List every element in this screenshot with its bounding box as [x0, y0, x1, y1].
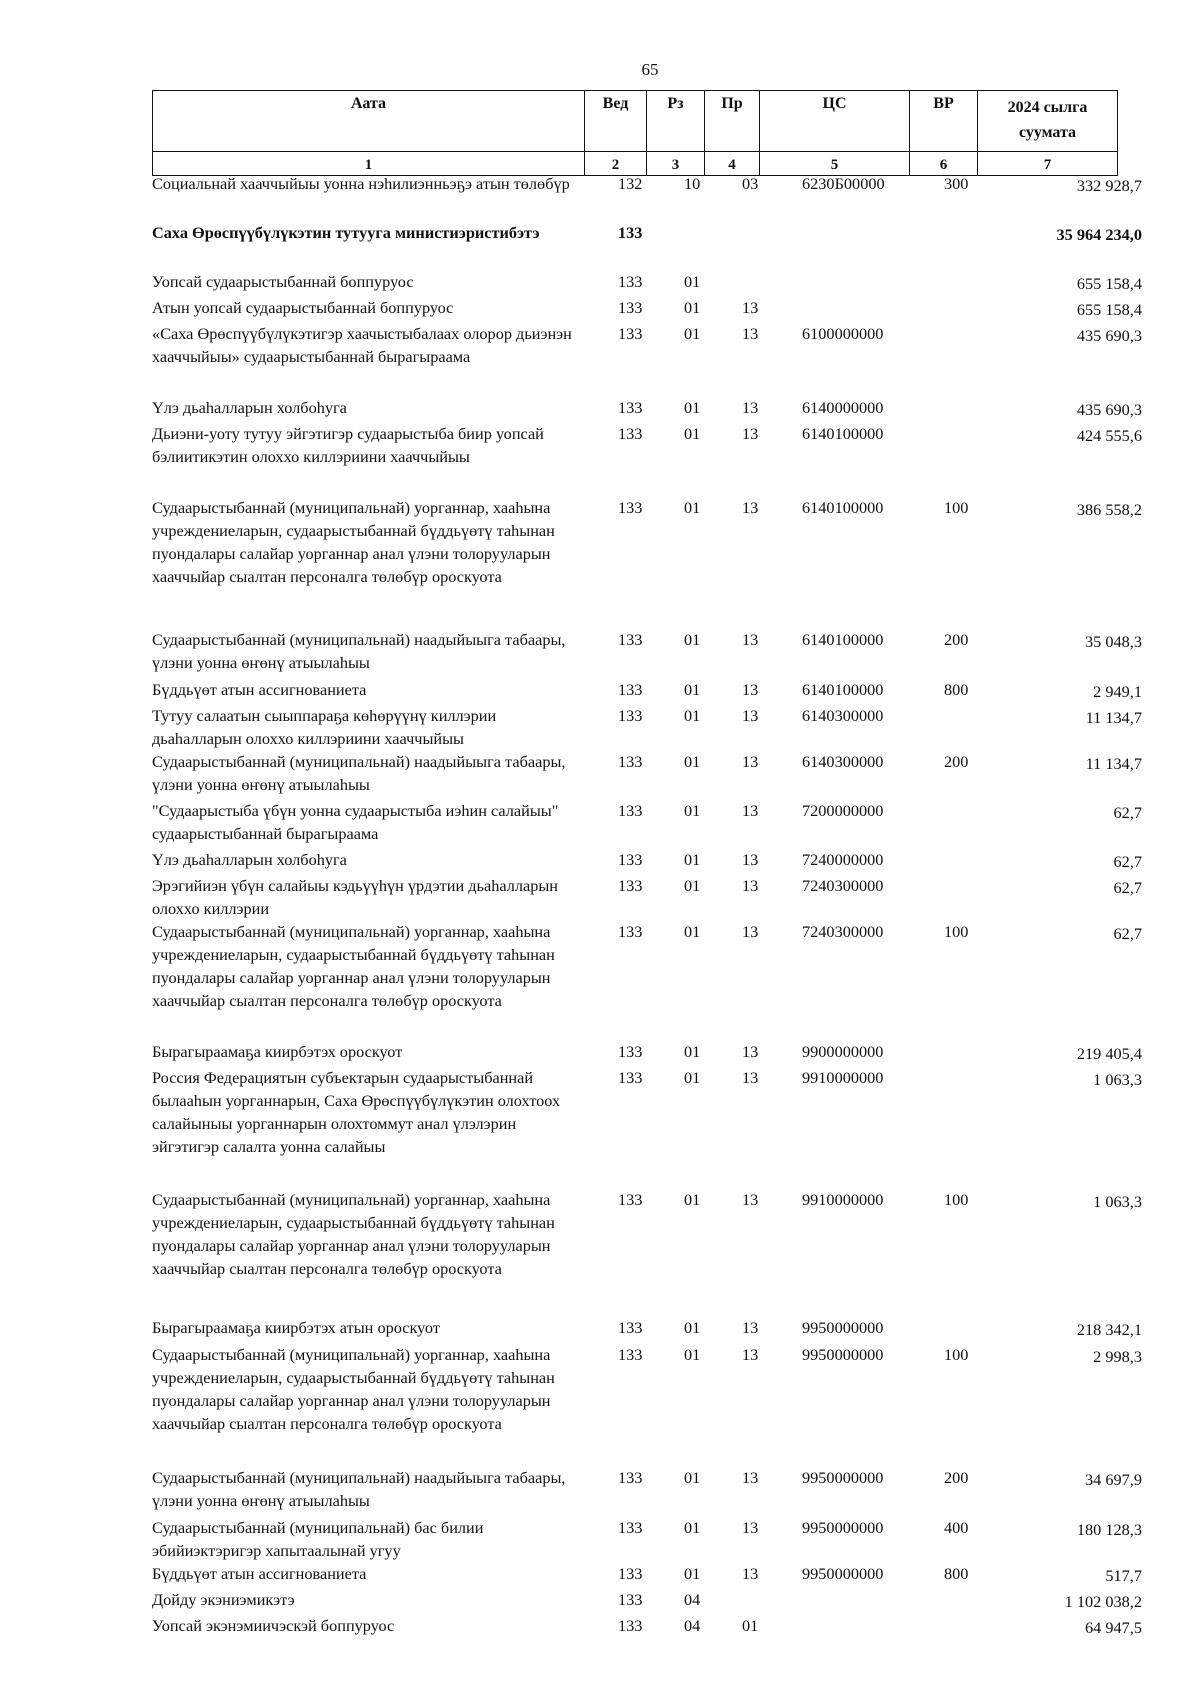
row-vr: 800 [944, 1564, 969, 1583]
row-cs: 7200000000 [802, 801, 884, 820]
row-vr: 200 [944, 752, 969, 771]
row-rz: 01 [684, 706, 701, 725]
row-ved: 133 [618, 630, 643, 649]
row-ved: 133 [618, 706, 643, 725]
row-name: Бырагыраамаҕа киирбэтэх атын ороскуот [152, 1318, 440, 1337]
row-pr: 13 [742, 298, 759, 317]
row-cs: 9950000000 [802, 1468, 884, 1487]
row-amount: 35 048,3 [1085, 632, 1142, 651]
row-rz: 04 [684, 1590, 701, 1609]
row-rz: 01 [684, 801, 701, 820]
row-ved: 133 [618, 1590, 643, 1609]
row-amount: 62,7 [1113, 878, 1142, 897]
row-pr: 13 [742, 752, 759, 771]
header-name: Аата [153, 91, 585, 152]
header-rz: Рз [647, 91, 705, 152]
row-cs: 6140300000 [802, 706, 884, 725]
row-rz: 01 [684, 1068, 701, 1087]
row-name: Бүддьүөт атын ассигнованиета [152, 1564, 367, 1583]
row-ved: 133 [618, 1068, 643, 1087]
row-pr: 01 [742, 1616, 759, 1635]
header-amount: 2024 сылга суумата [978, 91, 1118, 152]
row-name: Уопсай экэнэмиичэскэй боппуруос [152, 1616, 395, 1635]
row-rz: 01 [684, 298, 701, 317]
row-ved: 133 [618, 801, 643, 820]
row-pr: 13 [742, 1518, 759, 1537]
row-pr: 13 [742, 1318, 759, 1337]
row-vr: 400 [944, 1518, 969, 1537]
row-cs: 9950000000 [802, 1345, 884, 1364]
row-cs: 9950000000 [802, 1564, 884, 1583]
row-cs: 6140000000 [802, 398, 884, 417]
row-cs: 9910000000 [802, 1190, 884, 1209]
row-amount: 219 405,4 [1076, 1044, 1142, 1063]
row-amount: 424 555,6 [1076, 426, 1142, 445]
row-cs: 9950000000 [802, 1318, 884, 1337]
row-ved: 133 [618, 1042, 643, 1061]
row-cs: 6140100000 [802, 680, 884, 699]
row-rz: 01 [684, 1468, 701, 1487]
row-amount: 62,7 [1113, 924, 1142, 943]
row-pr: 13 [742, 424, 759, 443]
row-pr: 13 [742, 498, 759, 517]
row-ved: 133 [618, 272, 643, 291]
row-amount: 64 947,5 [1085, 1618, 1142, 1637]
row-amount: 218 342,1 [1076, 1320, 1142, 1339]
page-number: 65 [641, 60, 659, 79]
row-cs: 6100000000 [802, 324, 884, 343]
row-name: Судаарыстыбаннай (муниципальнай) уорганнар, хааһына учреждениеларын, судаарыстыбаннай бүддьүөтү таһынан пуондалары салайар уорганнар анал үлэни толорууларын хааччыйар сыалтан персоналга төлөбүр ороскуота [152, 922, 555, 1010]
row-amount: 1 063,3 [1093, 1192, 1142, 1211]
row-pr: 13 [742, 1042, 759, 1061]
row-name: "Судаарыстыба үбүн уонна судаарыстыба иэһин салайыы" судаарыстыбаннай бырагыраама [152, 801, 559, 843]
row-pr: 13 [742, 324, 759, 343]
row-name: Үлэ дьаһалларын холбоһуга [152, 398, 347, 417]
row-pr: 13 [742, 1564, 759, 1583]
row-name: Дойду экэниэмикэтэ [152, 1590, 295, 1609]
row-vr: 800 [944, 680, 969, 699]
row-cs: 9950000000 [802, 1518, 884, 1537]
row-name: «Саха Өрөспүүбүлүкэтигэр хаачыстыбалаах олорор дьиэнэн хааччыйыы» судаарыстыбаннай бырагыраама [152, 324, 572, 366]
row-pr: 13 [742, 398, 759, 417]
row-name: Судаарыстыбаннай (муниципальнай) уорганнар, хааһына учреждениеларын, судаарыстыбаннай бүддьүөтү таһынан пуондалары салайар уорганнар анал үлэни толорууларын хааччыйар сыалтан персоналга төлөбүр ороскуота [152, 1190, 555, 1278]
header-pr: Пр [705, 91, 760, 152]
row-amount: 34 697,9 [1085, 1470, 1142, 1489]
row-name: Уопсай судаарыстыбаннай боппуруос [152, 272, 414, 291]
row-rz: 01 [684, 1518, 701, 1537]
row-name: Саха Өрөспүүбүлүкэтин тутууга министиэристибэтэ [152, 223, 540, 242]
row-name: Дьиэни-уоту тутуу эйгэтигэр судаарыстыба биир уопсай бэлиитикэтин олоххо киллэриини хааччыйыы [152, 424, 544, 466]
row-ved: 132 [618, 174, 643, 193]
row-rz: 01 [684, 630, 701, 649]
row-name: Судаарыстыбаннай (муниципальнай) наадыйыыга табаары, үлэни уонна өҥөнү атыылаһыы [152, 630, 566, 672]
row-cs: 6230Б00000 [802, 174, 885, 193]
row-ved: 133 [618, 324, 643, 343]
row-ved: 133 [618, 1518, 643, 1537]
row-amount: 386 558,2 [1076, 500, 1142, 519]
row-ved: 133 [618, 298, 643, 317]
row-name: Тутуу салаатын сыыппараҕа көһөрүүнү киллэрии дьаһалларын олоххо киллэриини хааччыйыы [152, 706, 497, 748]
column-number: 4 [705, 152, 760, 176]
row-ved: 133 [618, 1616, 643, 1635]
row-rz: 01 [684, 680, 701, 699]
row-amount: 11 134,7 [1085, 708, 1142, 727]
row-amount: 517,7 [1105, 1566, 1142, 1585]
row-name: Россия Федерациятын субъектарын судаарыстыбаннай былааһын уорганнарын, Саха Өрөспүүбүлүкэтин олохтоох салайыныы уорганнарын олохтоммут анал үлэлэрин эйгэтигэр салалта уонна салайыы [152, 1068, 561, 1156]
row-rz: 01 [684, 1042, 701, 1061]
row-name: Судаарыстыбаннай (муниципальнай) уорганнар, хааһына учреждениеларын, судаарыстыбаннай бүддьүөтү таһынан пуондалары салайар уорганнар анал үлэни толорууларын хааччыйар сыалтан персоналга төлөбүр ороскуота [152, 498, 555, 586]
column-number: 1 [153, 152, 585, 176]
row-amount: 2 949,1 [1093, 682, 1142, 701]
row-amount: 35 964 234,0 [1056, 225, 1142, 244]
row-pr: 13 [742, 1468, 759, 1487]
row-pr: 13 [742, 850, 759, 869]
row-vr: 200 [944, 1468, 969, 1487]
row-pr: 13 [742, 706, 759, 725]
row-amount: 435 690,3 [1076, 326, 1142, 345]
row-amount: 62,7 [1113, 803, 1142, 822]
row-name: Атын уопсай судаарыстыбаннай боппуруос [152, 298, 454, 317]
row-pr: 13 [742, 876, 759, 895]
row-pr: 13 [742, 680, 759, 699]
row-pr: 13 [742, 922, 759, 941]
row-rz: 01 [684, 324, 701, 343]
row-rz: 01 [684, 1345, 701, 1364]
row-rz: 01 [684, 1190, 701, 1209]
header-cs: ЦС [760, 91, 910, 152]
row-rz: 01 [684, 850, 701, 869]
row-vr: 200 [944, 630, 969, 649]
row-rz: 01 [684, 272, 701, 291]
row-cs: 9910000000 [802, 1068, 884, 1087]
row-amount: 1 102 038,2 [1064, 1592, 1142, 1611]
row-name: Үлэ дьаһалларын холбоһуга [152, 850, 347, 869]
row-rz: 01 [684, 1318, 701, 1337]
row-ved: 133 [618, 922, 643, 941]
row-ved: 133 [618, 223, 643, 242]
row-ved: 133 [618, 1345, 643, 1364]
row-ved: 133 [618, 680, 643, 699]
row-ved: 133 [618, 424, 643, 443]
row-vr: 100 [944, 922, 969, 941]
row-vr: 100 [944, 1190, 969, 1209]
row-cs: 6140300000 [802, 752, 884, 771]
row-amount: 332 928,7 [1076, 176, 1142, 195]
row-name: Судаарыстыбаннай (муниципальнай) уорганнар, хааһына учреждениеларын, судаарыстыбаннай бүддьүөтү таһынан пуондалары салайар уорганнар анал үлэни толорууларын хааччыйар сыалтан персоналга төлөбүр ороскуота [152, 1345, 555, 1433]
row-pr: 03 [742, 174, 759, 193]
row-rz: 01 [684, 498, 701, 517]
row-cs: 7240300000 [802, 922, 884, 941]
row-ved: 133 [618, 752, 643, 771]
row-name: Бүддьүөт атын ассигнованиета [152, 680, 367, 699]
row-pr: 13 [742, 801, 759, 820]
row-amount: 11 134,7 [1085, 754, 1142, 773]
row-ved: 133 [618, 498, 643, 517]
row-cs: 6140100000 [802, 498, 884, 517]
row-ved: 133 [618, 876, 643, 895]
row-vr: 100 [944, 498, 969, 517]
row-ved: 133 [618, 398, 643, 417]
row-name: Судаарыстыбаннай (муниципальнай) наадыйыыга табаары, үлэни уонна өҥөнү атыылаһыы [152, 752, 566, 794]
row-vr: 100 [944, 1345, 969, 1364]
row-name: Судаарыстыбаннай (муниципальнай) бас билии эбийиэктэригэр хапытаалынай угуу [152, 1518, 484, 1560]
row-rz: 01 [684, 424, 701, 443]
row-rz: 10 [684, 174, 701, 193]
row-cs: 9900000000 [802, 1042, 884, 1061]
column-number: 6 [910, 152, 978, 176]
row-rz: 01 [684, 922, 701, 941]
row-ved: 133 [618, 1564, 643, 1583]
row-cs: 7240300000 [802, 876, 884, 895]
row-pr: 13 [742, 1068, 759, 1087]
row-rz: 01 [684, 398, 701, 417]
row-name: Эрэгийиэн үбүн салайыы кэдьүүһүн үрдэтии дьаһалларын олоххо киллэрии [152, 876, 558, 918]
row-rz: 01 [684, 752, 701, 771]
row-name: Судаарыстыбаннай (муниципальнай) наадыйыыга табаары, үлэни уонна өҥөнү атыылаһыы [152, 1468, 566, 1510]
row-amount: 2 998,3 [1093, 1347, 1142, 1366]
row-cs: 6140100000 [802, 424, 884, 443]
row-pr: 13 [742, 630, 759, 649]
row-amount: 180 128,3 [1076, 1520, 1142, 1539]
column-number: 3 [647, 152, 705, 176]
row-rz: 01 [684, 1564, 701, 1583]
row-ved: 133 [618, 1468, 643, 1487]
row-ved: 133 [618, 850, 643, 869]
column-number: 2 [585, 152, 647, 176]
row-rz: 01 [684, 876, 701, 895]
header-ved: Вед [585, 91, 647, 152]
row-pr: 13 [742, 1190, 759, 1209]
row-rz: 04 [684, 1616, 701, 1635]
row-amount: 655 158,4 [1076, 274, 1142, 293]
header-vr: ВР [910, 91, 978, 152]
row-amount: 62,7 [1113, 852, 1142, 871]
row-amount: 1 063,3 [1093, 1070, 1142, 1089]
row-name: Социальнай хааччыйыы уонна нэһилиэнньэҕэ атын төлөбүр [152, 174, 570, 193]
row-vr: 300 [944, 174, 969, 193]
row-cs: 7240000000 [802, 850, 884, 869]
column-number: 7 [978, 152, 1118, 176]
row-amount: 655 158,4 [1076, 300, 1142, 319]
row-pr: 13 [742, 1345, 759, 1364]
row-ved: 133 [618, 1190, 643, 1209]
row-name: Бырагыраамаҕа киирбэтэх ороскуот [152, 1042, 403, 1061]
row-amount: 435 690,3 [1076, 400, 1142, 419]
row-cs: 6140100000 [802, 630, 884, 649]
row-ved: 133 [618, 1318, 643, 1337]
column-number: 5 [760, 152, 910, 176]
